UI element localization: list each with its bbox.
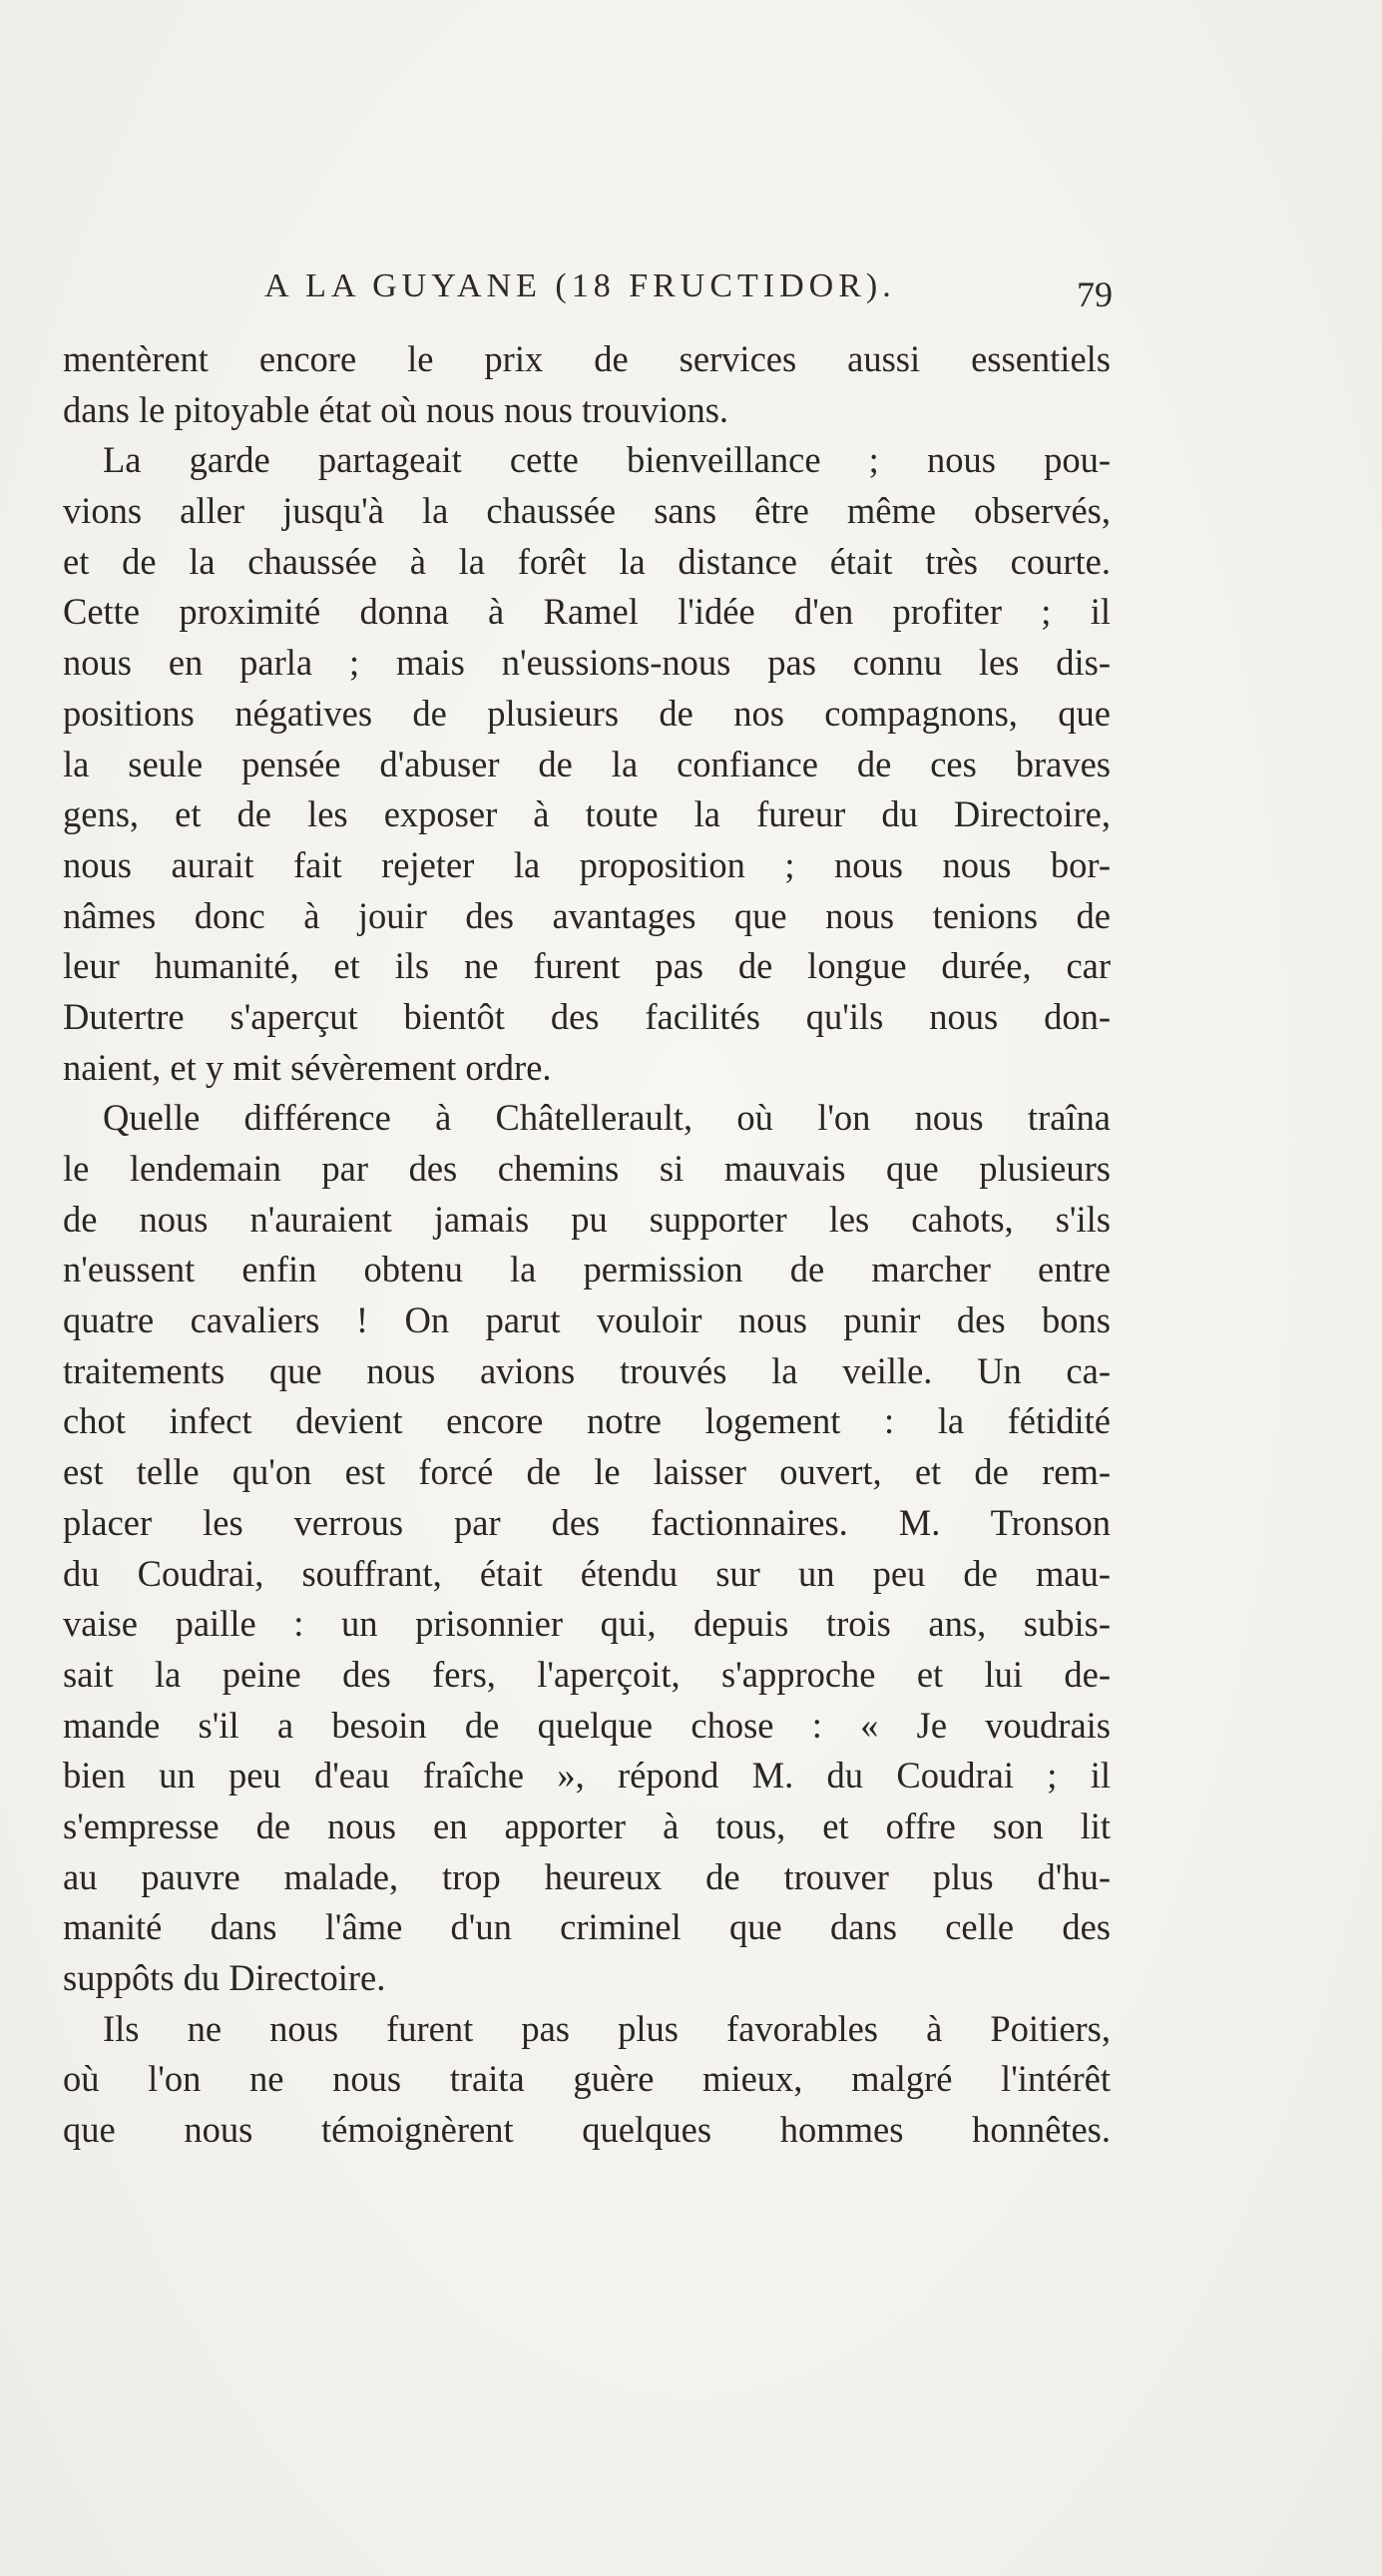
text-line: chot infect devient encore notre logement : la fétidité (63, 1400, 1111, 1442)
text-line: naient, et y mit sévèrement ordre. (63, 1046, 552, 1088)
text-line: Ils ne nous furent pas plus favorables à Poitiers, (103, 2007, 1111, 2049)
text-line: mande s'il a besoin de quelque chose : « Je voudrais (63, 1704, 1111, 1746)
text-line: Cette proximité donna à Ramel l'idée d'en profiter ; il (63, 591, 1111, 633)
text-line: gens, et de les exposer à toute la fureur du Directoire, (63, 793, 1111, 835)
text-line: placer les verrous par des factionnaires. M. Tronson (63, 1501, 1111, 1543)
text-line: suppôts du Directoire. (63, 1957, 386, 1998)
text-line: leur humanité, et ils ne furent pas de longue durée, car (63, 945, 1111, 987)
text-line: où l'on ne nous traita guère mieux, malgré l'intérêt (63, 2058, 1111, 2100)
text-line: sait la peine des fers, l'aperçoit, s'approche et lui de- (63, 1653, 1111, 1695)
running-title: A LA GUYANE (18 FRUCTIDOR). (264, 267, 896, 304)
text-line: nâmes donc à jouir des avantages que nous tenions de (63, 894, 1111, 936)
text-line: et de la chaussée à la forêt la distance était très courte. (63, 540, 1111, 582)
text-line: Quelle différence à Châtellerault, où l'on nous traîna (103, 1097, 1111, 1139)
text-line: au pauvre malade, trop heureux de trouver plus d'hu- (63, 1855, 1111, 1897)
text-line: le lendemain par des chemins si mauvais que plusieurs (63, 1148, 1111, 1189)
text-line: n'eussent enfin obtenu la permission de marcher entre (63, 1249, 1111, 1290)
text-line: de nous n'auraient jamais pu supporter les cahots, s'ils (63, 1198, 1111, 1240)
text-line: manité dans l'âme d'un criminel que dans celle des (63, 1906, 1111, 1948)
text-line: dans le pitoyable état où nous nous trouvions. (63, 388, 729, 430)
text-line: mentèrent encore le prix de services aussi essentiels (63, 338, 1111, 379)
text-line: vaise paille : un prisonnier qui, depuis trois ans, subis- (63, 1603, 1111, 1645)
text-line: quatre cavaliers ! On parut vouloir nous punir des bons (63, 1299, 1111, 1341)
text-line: traitements que nous avions trouvés la veille. Un ca- (63, 1349, 1111, 1391)
text-line: la seule pensée d'abuser de la confiance de ces braves (63, 743, 1111, 784)
text-line: Dutertre s'aperçut bientôt des facilités qu'ils nous don- (63, 995, 1111, 1037)
text-line: est telle qu'on est forcé de le laisser ouvert, et de rem- (63, 1451, 1111, 1493)
text-line: du Coudrai, souffrant, était étendu sur un peu de mau- (63, 1552, 1111, 1594)
text-line: vions aller jusqu'à la chaussée sans être même observés, (63, 490, 1111, 532)
text-line: nous en parla ; mais n'eussions-nous pas connu les dis- (63, 642, 1111, 684)
text-line: La garde partageait cette bienveillance ; nous pou- (103, 439, 1111, 481)
body-text (63, 334, 1111, 2156)
page-header (234, 267, 1113, 327)
text-line: s'empresse de nous en apporter à tous, et offre son lit (63, 1804, 1111, 1846)
text-line: nous aurait fait rejeter la proposition ; nous nous bor- (63, 843, 1111, 885)
text-line: bien un peu d'eau fraîche », répond M. du Coudrai ; il (63, 1755, 1111, 1797)
page-number: 79 (1077, 274, 1113, 314)
text-line: positions négatives de plusieurs de nos compagnons, que (63, 692, 1111, 734)
text-line: que nous témoignèrent quelques hommes honnêtes. (63, 2109, 1111, 2151)
